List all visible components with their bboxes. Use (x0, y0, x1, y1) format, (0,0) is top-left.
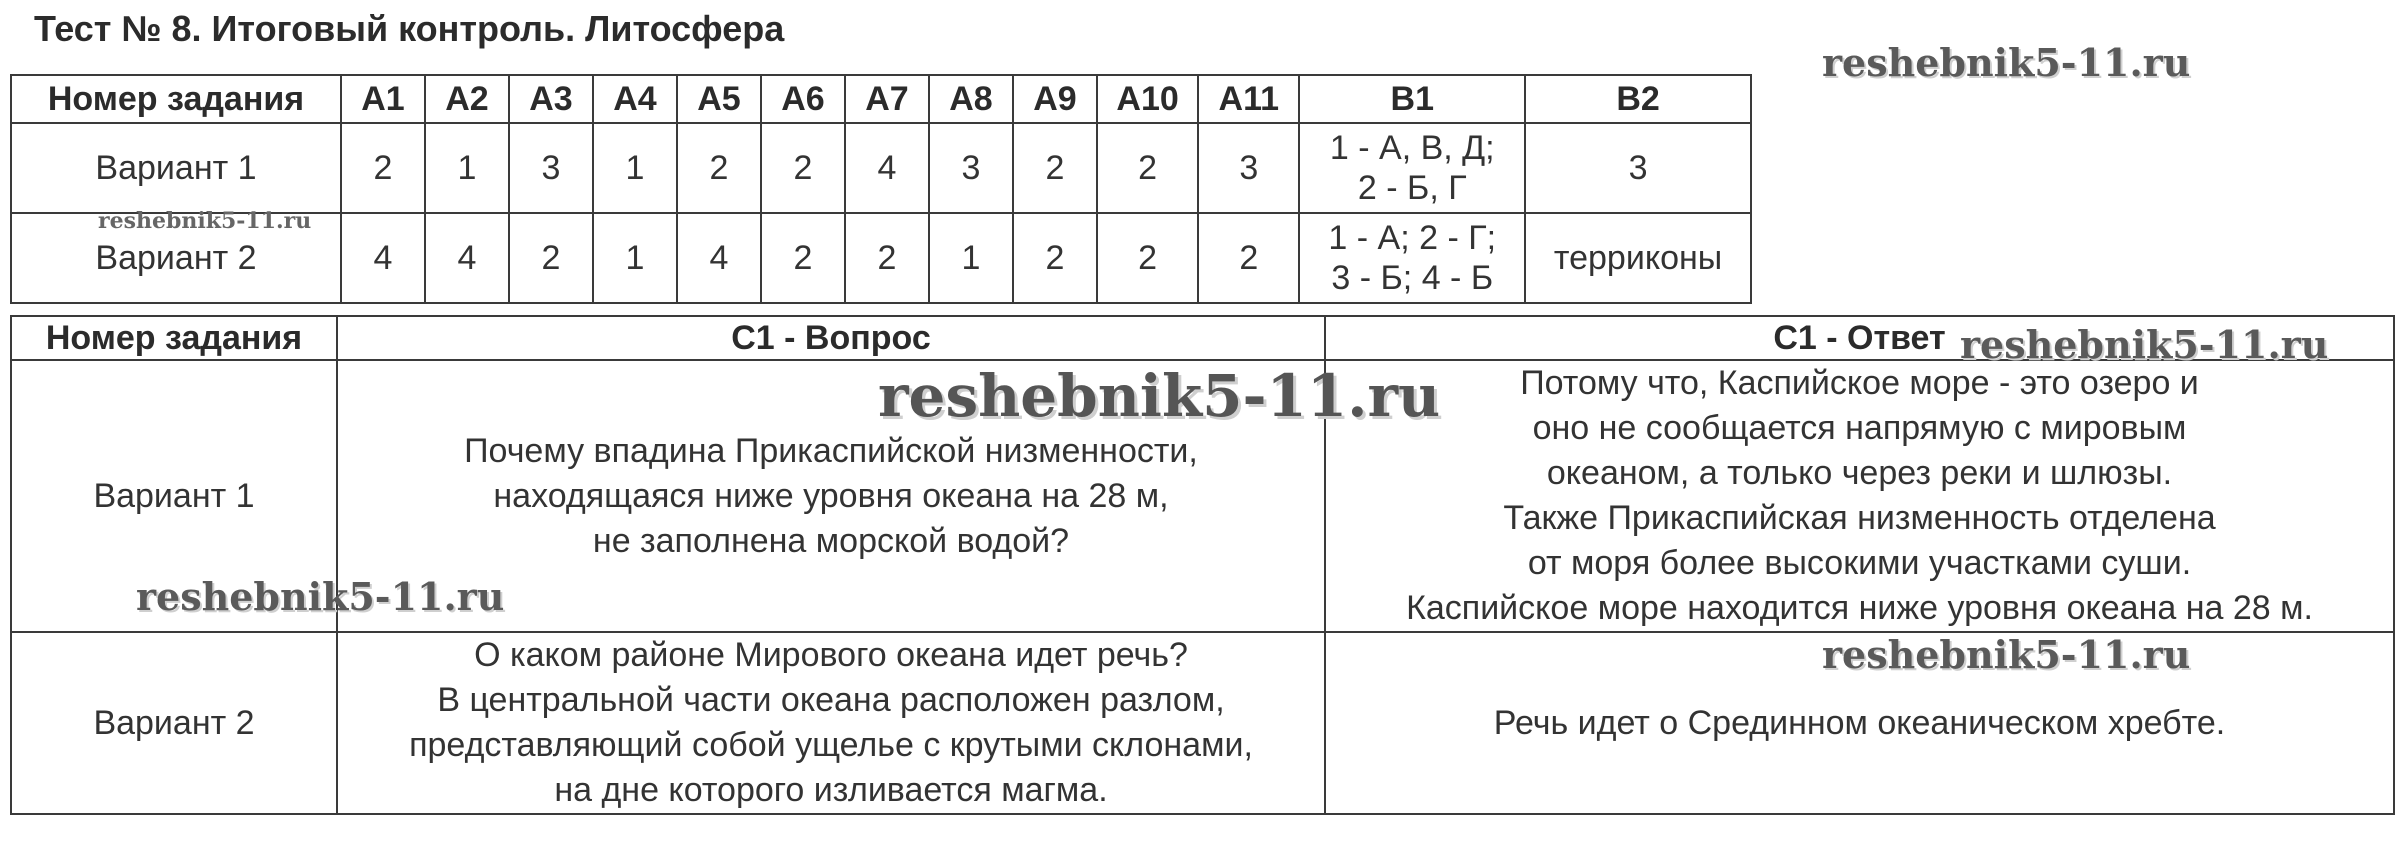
answer-cell: 2 (1097, 123, 1198, 213)
row-label: Вариант 2 (11, 213, 341, 303)
column-header: A3 (509, 75, 593, 123)
answer-cell: 2 (1097, 213, 1198, 303)
row-label: Вариант 1 (11, 123, 341, 213)
answer-cell: 4 (677, 213, 761, 303)
page-title: Тест № 8. Итоговый контроль. Литосфера (34, 8, 785, 49)
header-task-number: Номер задания (11, 316, 337, 360)
answer-cell: 2 (845, 213, 929, 303)
answer-cell: 4 (845, 123, 929, 213)
watermark: reshebnik5-11.ru (1822, 40, 2191, 85)
column-header: B2 (1525, 75, 1751, 123)
answer-cell: 2 (509, 213, 593, 303)
header-answer: С1 - Ответ (1325, 316, 2394, 360)
column-header: A7 (845, 75, 929, 123)
answer-cell: 1 - А; 2 - Г; 3 - Б; 4 - Б (1299, 213, 1525, 303)
answer-cell: 3 (509, 123, 593, 213)
watermark: reshebnik5-11.ru (1822, 632, 2191, 677)
watermark: reshebnik5-11.ru (878, 362, 1441, 430)
answer-cell: 1 (593, 123, 677, 213)
column-header: A11 (1198, 75, 1299, 123)
question-cell: Почему впадина Прикаспийской низменности, находящаяся ниже уровня океана на 28 м, не заполнена морской водой? (337, 360, 1325, 632)
answers-header-row (11, 75, 1751, 123)
answer-cell: 3 (1525, 123, 1751, 213)
answer-cell: 2 (341, 123, 425, 213)
watermark: reshebnik5-11.ru (98, 208, 312, 234)
table-row (11, 123, 1751, 213)
column-header: B1 (1299, 75, 1525, 123)
answer-cell: 2 (1013, 123, 1097, 213)
answer-cell: 4 (425, 213, 509, 303)
answer-cell: 1 (929, 213, 1013, 303)
row-label: Вариант 2 (11, 632, 337, 814)
answer-cell: 4 (341, 213, 425, 303)
column-header: A8 (929, 75, 1013, 123)
watermark: reshebnik5-11.ru (136, 574, 505, 619)
row-label: Вариант 1 (11, 360, 337, 632)
answer-cell: 3 (929, 123, 1013, 213)
answer-cell: 2 (1198, 213, 1299, 303)
answer-cell: 3 (1198, 123, 1299, 213)
column-header: A1 (341, 75, 425, 123)
column-header: A10 (1097, 75, 1198, 123)
answer-cell: 1 (593, 213, 677, 303)
column-header: A5 (677, 75, 761, 123)
answer-cell: 1 (425, 123, 509, 213)
answer-cell: 2 (761, 213, 845, 303)
answer-cell: Речь идет о Срединном океаническом хребте. (1325, 632, 2394, 814)
answer-cell: 2 (1013, 213, 1097, 303)
answer-cell: Потому что, Каспийское море - это озеро и оно не сообщается напрямую с мировым океаном, а только через реки и шлюзы. Также Прикаспийская низменность отделена от моря более высокими участками суши. Каспийское море находится ниже уровня океана на 28 м. (1325, 360, 2394, 632)
answer-cell: терриконы (1525, 213, 1751, 303)
column-header: A4 (593, 75, 677, 123)
column-header: A2 (425, 75, 509, 123)
column-header: A9 (1013, 75, 1097, 123)
header-question: С1 - Вопрос (337, 316, 1325, 360)
answer-cell: 1 - А, В, Д; 2 - Б, Г (1299, 123, 1525, 213)
answer-cell: 2 (761, 123, 845, 213)
answer-cell: 2 (677, 123, 761, 213)
question-cell: О каком районе Мирового океана идет речь? В центральной части океана расположен разлом, представляющий собой ущелье с крутыми склонами, на дне которого изливается магма. (337, 632, 1325, 814)
header-task-number: Номер задания (11, 75, 341, 123)
answers-table (10, 74, 1752, 304)
column-header: A6 (761, 75, 845, 123)
watermark: reshebnik5-11.ru (1960, 322, 2329, 367)
